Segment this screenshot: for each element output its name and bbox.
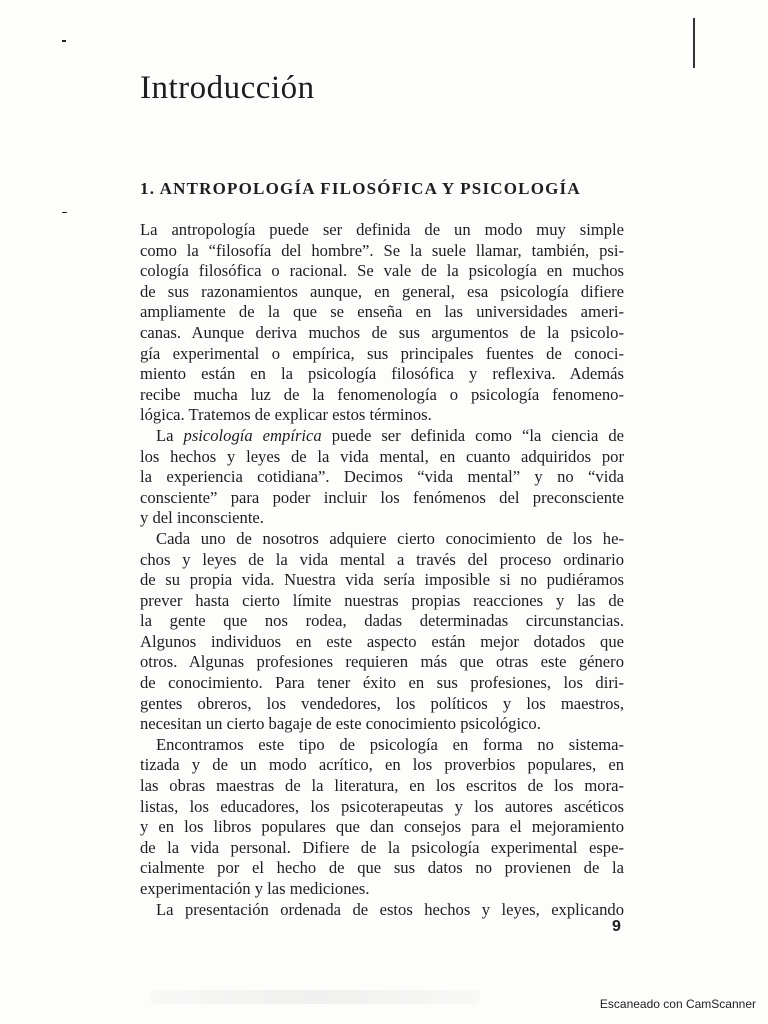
text-line: tizada y de un modo acrítico, en los proverbios populares, en [140, 755, 624, 775]
text-line: chos y leyes de la vida mental a través del proceso ordinario [140, 549, 624, 569]
scan-speck [62, 40, 66, 42]
body-text [140, 220, 624, 920]
scan-edge-line [693, 18, 695, 68]
chapter-title: Introducción [140, 70, 315, 106]
text-line: La antropología puede ser definida de un modo muy simple [140, 220, 624, 239]
text-line: de conocimiento. Para tener éxito en sus profesiones, los diri- [140, 673, 624, 693]
text-line: miento están en la psicología filosófica y reflexiva. Además [140, 364, 624, 384]
text-line: Cada uno de nosotros adquiere cierto conocimiento de los he- [156, 528, 624, 548]
text-line: Algunos individuos en este aspecto están mejor dotados que [140, 631, 624, 651]
text-line: canas. Aunque deriva muchos de sus argumentos de la psicolo- [140, 322, 624, 342]
text-line: consciente” para poder incluir los fenómenos del preconsciente [140, 487, 624, 507]
text-line: La psicología empírica puede ser definida como “la ciencia de [156, 425, 624, 445]
text-line: experimentación y las mediciones. [140, 879, 370, 898]
text-line: prever hasta cierto límite nuestras propias reacciones y las de [140, 590, 624, 610]
italic-term: psicología empírica [183, 425, 322, 445]
camscanner-watermark: Escaneado con CamScanner [599, 997, 756, 1011]
text-line: de la vida personal. Difiere de la psicología experimental espe- [140, 837, 624, 857]
text-line: la gente que nos rodea, dadas determinadas circunstancias. [140, 611, 624, 631]
text-line: cialmente por el hecho de que sus datos no provienen de la [140, 858, 624, 878]
text-line: las obras maestras de la literatura, en los escritos de los mora- [140, 776, 624, 796]
text-line: listas, los educadores, los psicoterapeutas y los autores ascéticos [140, 796, 624, 816]
text-line: otros. Algunas profesiones requieren más que otras este género [140, 652, 624, 672]
text-line: lógica. Tratemos de explicar estos términos. [140, 405, 432, 425]
scan-smudge [150, 990, 480, 1004]
text-line: recibe mucha luz de la fenomenología o psicología fenomeno- [140, 384, 624, 404]
text-line: de su propia vida. Nuestra vida sería imposible si no pudiéramos [140, 570, 624, 590]
text-line: Encontramos este tipo de psicología en forma no sistema- [156, 734, 624, 754]
section-heading: 1. ANTROPOLOGÍA FILOSÓFICA Y PSICOLOGÍA [140, 179, 581, 198]
text-line: La presentación ordenada de estos hechos y leyes, explicando [156, 899, 624, 919]
text-line: de sus razonamientos aunque, en general, esa psicología difiere [140, 281, 624, 301]
text-line: gía experimental o empírica, sus principales fuentes de conoci- [140, 343, 624, 363]
text-line: ampliamente de la que se enseña en las universidades ameri- [140, 302, 624, 322]
text-line: necesitan un cierto bagaje de este conocimiento psicológico. [140, 714, 541, 734]
text-line: gentes obreros, los vendedores, los políticos y los maestros, [140, 693, 624, 713]
text-line: y del inconsciente. [140, 508, 264, 528]
text-line: cología filosófica o racional. Se vale de la psicología en muchos [140, 261, 624, 281]
text-line: y en los libros populares que dan consejos para el mejoramiento [140, 817, 624, 837]
text-line: los hechos y leyes de la vida mental, en cuanto adquiridos por [140, 446, 624, 466]
text-line: la experiencia cotidiana”. Decimos “vida mental” y no “vida [140, 467, 624, 487]
scan-speck [62, 212, 67, 213]
text-line: como la “filosofía del hombre”. Se la suele llamar, también, psi- [140, 240, 624, 260]
page-number: 9 [612, 918, 621, 935]
